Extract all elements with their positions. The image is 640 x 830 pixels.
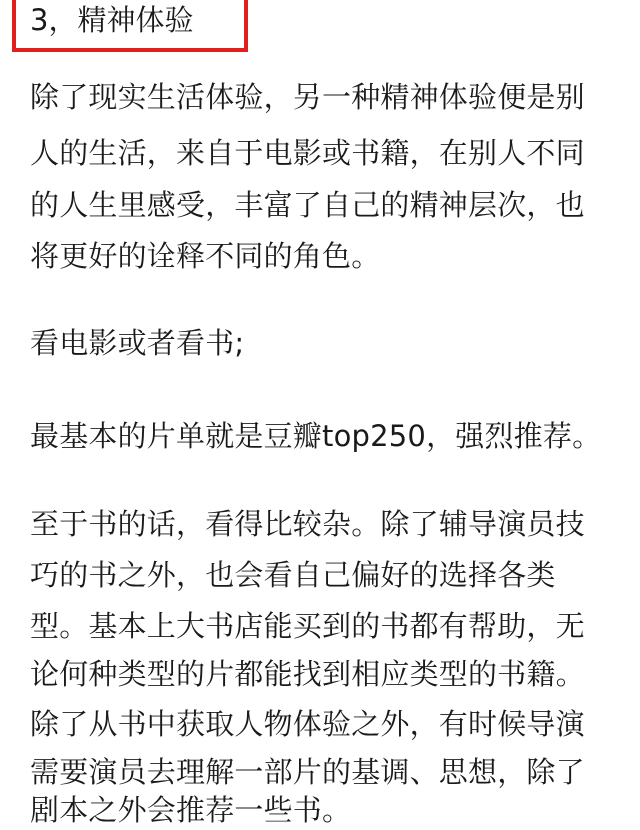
paragraph-line: 论何种类型的片都能找到相应类型的书籍。 xyxy=(30,657,585,691)
paragraph-line: 人的生活，来自于电影或书籍，在别人不同 xyxy=(30,136,585,170)
paragraph-line: 看电影或者看书; xyxy=(30,326,245,360)
paragraph-line: 需要演员去理解一部片的基调、思想，除了 xyxy=(30,755,585,789)
paragraph-line: 最基本的片单就是豆瓣top250，强烈推荐。 xyxy=(30,419,602,453)
paragraph-line: 至于书的话，看得比较杂。除了辅导演员技 xyxy=(30,507,585,541)
paragraph-line: 巧的书之外，也会看自己偏好的选择各类 xyxy=(30,558,556,592)
section-heading: 3，精神体验 xyxy=(30,3,194,37)
paragraph-line: 除了现实生活体验，另一种精神体验便是别 xyxy=(30,80,585,114)
paragraph-line: 的人生里感受，丰富了自己的精神层次，也 xyxy=(30,188,585,222)
paragraph-line: 剧本之外会推荐一些书。 xyxy=(30,793,352,827)
paragraph-line: 型。基本上大书店能买到的书都有帮助，无 xyxy=(30,609,585,643)
paragraph-line: 将更好的诠释不同的角色。 xyxy=(30,239,381,273)
paragraph-line: 除了从书中获取人物体验之外，有时候导演 xyxy=(30,707,585,741)
